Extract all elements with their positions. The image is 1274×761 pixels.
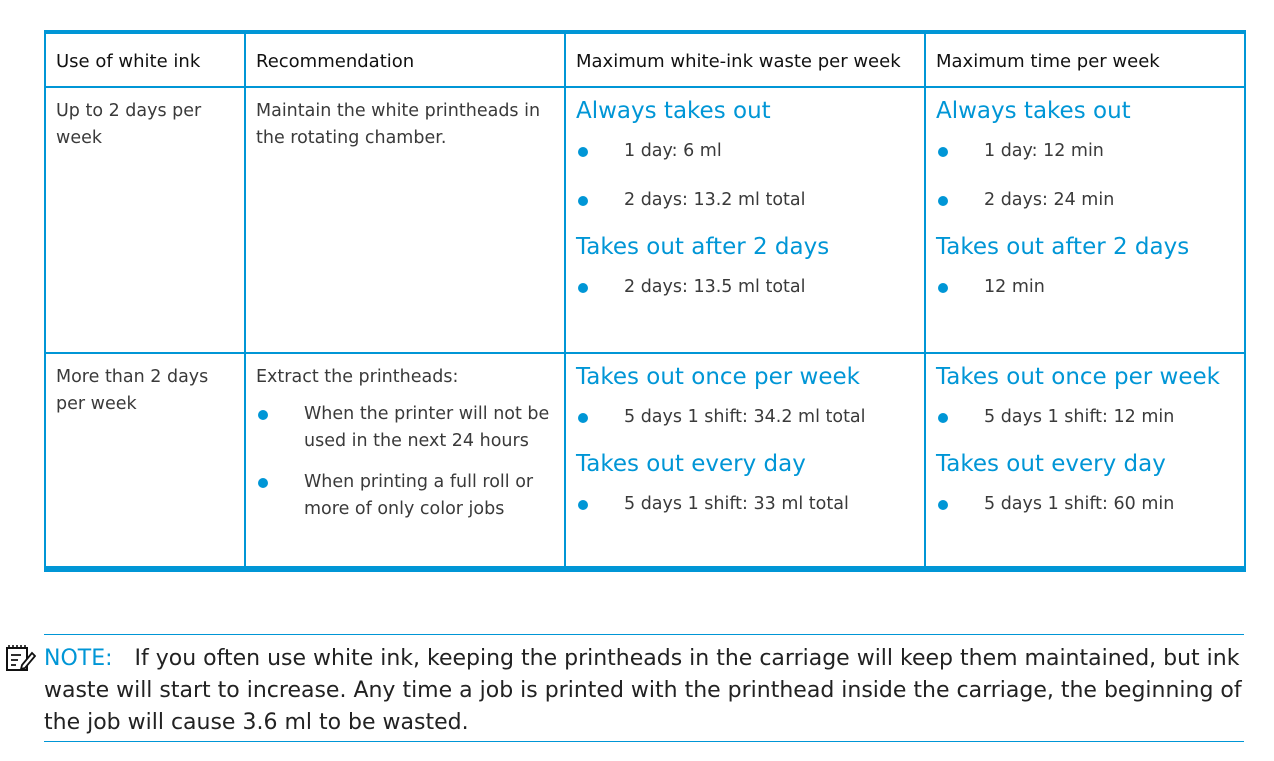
- use-cell: [45, 87, 245, 353]
- list-item-text: When the printer will not be used in the next 24 hours: [304, 404, 550, 451]
- table-header-row: [45, 32, 1245, 87]
- list-item: [576, 187, 914, 214]
- list-item: [936, 187, 1234, 214]
- use-text: Up to 2 days per week: [56, 101, 202, 148]
- recommendation-cell: [245, 87, 565, 353]
- bullet-icon: [578, 196, 588, 206]
- list-item: [256, 401, 554, 455]
- list-item-text: 5 days 1 shift: 34.2 ml total: [624, 407, 866, 427]
- waste-subhead: Takes out after 2 days: [576, 234, 830, 260]
- table-row: [45, 353, 1245, 569]
- bullet-icon: [938, 196, 948, 206]
- list-item-text: When printing a full roll or more of only color jobs: [304, 472, 534, 519]
- recommendation-list: [256, 401, 554, 523]
- bullet-icon: [578, 500, 588, 510]
- bullet-icon: [578, 283, 588, 293]
- bullet-icon: [938, 147, 948, 157]
- list-item: [936, 404, 1234, 431]
- list-item: [576, 404, 914, 431]
- note-body: If you often use white ink, keeping the printheads in the carriage will keep them maintained, but ink waste will start to increase. Any time a job is printed with the printhead inside the carriage, the beginning of the job will cause 3.6 ml to be wasted.: [44, 646, 1242, 735]
- waste-cell: [565, 353, 925, 569]
- waste-cell: [565, 87, 925, 353]
- table-row: [45, 87, 1245, 353]
- bullet-icon: [578, 147, 588, 157]
- bullet-icon: [938, 500, 948, 510]
- list-item: [576, 491, 914, 518]
- note-label: NOTE:: [44, 646, 113, 671]
- note-icon: [4, 641, 36, 673]
- recommendation-text: Maintain the white printheads in the rotating chamber.: [256, 101, 541, 148]
- time-subhead: Takes out every day: [936, 451, 1166, 477]
- bullet-icon: [258, 478, 268, 488]
- list-item-text: 5 days 1 shift: 33 ml total: [624, 494, 849, 514]
- waste-list: [576, 138, 914, 214]
- header-waste: Maximum white-ink waste per week: [565, 32, 925, 87]
- waste-subhead: Takes out every day: [576, 451, 806, 477]
- list-item: [936, 491, 1234, 518]
- time-subhead: Always takes out: [936, 98, 1131, 124]
- list-item: [576, 274, 914, 301]
- waste-list: [576, 491, 914, 518]
- use-cell: [45, 353, 245, 569]
- list-item: [936, 138, 1234, 165]
- bullet-icon: [938, 283, 948, 293]
- time-list: [936, 404, 1234, 431]
- recommendation-cell: [245, 353, 565, 569]
- list-item-text: 5 days 1 shift: 60 min: [984, 494, 1175, 514]
- waste-list: [576, 404, 914, 431]
- time-list: [936, 138, 1234, 214]
- bullet-icon: [258, 410, 268, 420]
- header-use: Use of white ink: [45, 32, 245, 87]
- list-item: [936, 274, 1234, 301]
- list-item-text: 1 day: 12 min: [984, 141, 1104, 161]
- time-subhead: Takes out after 2 days: [936, 234, 1190, 260]
- use-text: More than 2 days per week: [56, 367, 209, 414]
- white-ink-table: [44, 30, 1246, 572]
- note-text-block: [44, 643, 1244, 739]
- time-cell: [925, 353, 1245, 569]
- list-item: [576, 138, 914, 165]
- waste-subhead: Always takes out: [576, 98, 771, 124]
- note-box: [44, 634, 1244, 742]
- recommendation-intro: Extract the printheads:: [256, 367, 459, 387]
- list-item-text: 2 days: 13.2 ml total: [624, 190, 806, 210]
- header-time: Maximum time per week: [925, 32, 1245, 87]
- time-subhead: Takes out once per week: [936, 364, 1220, 390]
- waste-list: [576, 274, 914, 301]
- list-item-text: 2 days: 24 min: [984, 190, 1115, 210]
- time-list: [936, 491, 1234, 518]
- list-item: [256, 469, 554, 523]
- list-item-text: 5 days 1 shift: 12 min: [984, 407, 1175, 427]
- waste-subhead: Takes out once per week: [576, 364, 860, 390]
- list-item-text: 2 days: 13.5 ml total: [624, 277, 806, 297]
- time-list: [936, 274, 1234, 301]
- list-item-text: 12 min: [984, 277, 1045, 297]
- list-item-text: 1 day: 6 ml: [624, 141, 722, 161]
- bullet-icon: [578, 413, 588, 423]
- header-recommendation: Recommendation: [245, 32, 565, 87]
- time-cell: [925, 87, 1245, 353]
- bullet-icon: [938, 413, 948, 423]
